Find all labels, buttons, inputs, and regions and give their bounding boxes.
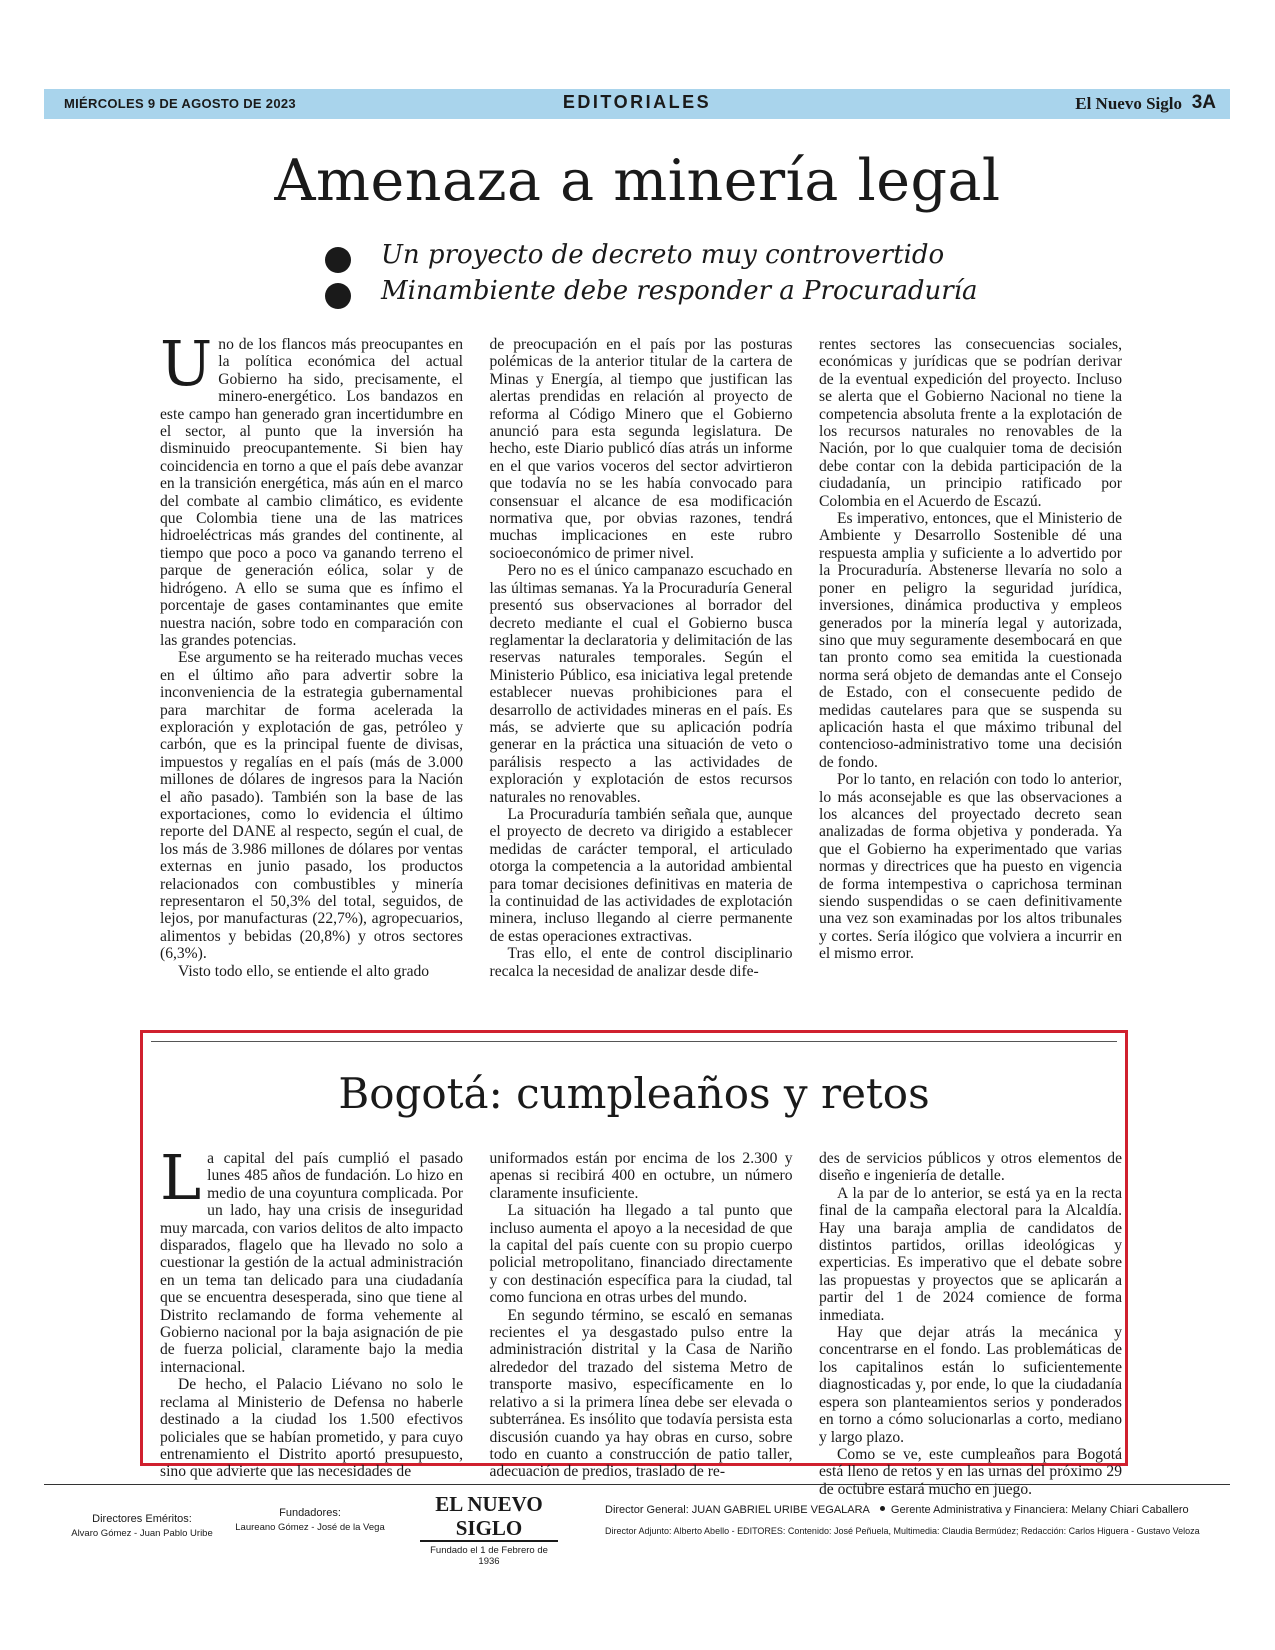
page-number: 3A bbox=[1191, 92, 1216, 113]
text-column bbox=[819, 1150, 1122, 1498]
paragraph: Pero no es el único campanazo escuchado en las últimas semanas. Ya la Procuraduría General presentó sus observaciones al borrador del decreto mediante el cual el Gobierno busca reglamentar la declaratoria y delimitación de las reservas naturales temporales. Según el Ministerio Público, esa iniciativa legal pretende establecer nuevas prohibiciones para el desarrollo de actividades mineras en el país. Es más, se advierte que su aplicación podría generar en la práctica una situación de veto o parálisis respecto a las actividades de exploración y explotación de estos recursos naturales no renovables. bbox=[489, 562, 793, 806]
paragraph: A la par de lo anterior, se está ya en la recta final de la campaña electoral para la Alcaldía. Hay una baraja amplia de candidatos de distintos partidos, orillas ideológicas y experticias. Es imperativo que el debate sobre las propuestas y proyectos que se aplicarán a partir del 1 de 2024 comience de forma inmediata. bbox=[819, 1184, 1122, 1324]
section-name: EDITORIALES bbox=[562, 92, 712, 112]
founders-label: Fundadores: bbox=[279, 1507, 341, 1519]
footer-logo bbox=[420, 1492, 558, 1567]
footer-staff-line: Director Adjunto: Alberto Abello - EDITORES: Contenido: José Peñuela, Multimedia: Claudia Bermúdez; Redacción: Carlos Higuera - Gustavo Veloza bbox=[605, 1526, 1200, 1536]
footer-emeritus bbox=[62, 1512, 222, 1541]
footer-directors-line bbox=[605, 1504, 1189, 1516]
newspaper-logo: EL NUEVO SIGLO bbox=[420, 1492, 558, 1542]
paragraph-text: no de los flancos más preocupantes en la política económica del actual Gobierno ha sido, precisamente, el minero-energético. Los bandazos en este campo han generado gran incertidumbre en el sector, al punto que la inversión ha disminuido preocupantemente. Si bien hay coincidencia en torno a que el país debe avanzar en la transición energética, más aún en el marco del combate al cambio climático, es evidente que Colombia tiene una de las matrices hidroeléctricas más grandes del continente, al tiempo que poco a poco va ganando terreno el parque de generación eólica, solar y de hidrógeno. A ello se suma que es ínfimo el porcentaje de gases contaminantes que emite nuestra nación, sobre todo en comparación con las grandes potencias. bbox=[160, 336, 463, 649]
masthead-small: El Nuevo Siglo bbox=[1075, 94, 1182, 113]
section-header-bar bbox=[44, 89, 1230, 119]
director-general: Director General: JUAN GABRIEL URIBE VEGALARA bbox=[605, 1504, 870, 1516]
paragraph: Hay que dejar atrás la mecánica y concentrarse en el fondo. Las problemáticas de los capitalinos están lo suficientemente diagnosticadas y, por ende, lo que la ciudadanía espera son planteamientos serios y ponderados en torno a cómo solucionarlas a corto, mediano y largo plazo. bbox=[819, 1324, 1122, 1446]
editorial-2-headline: Bogotá: cumpleaños y retos bbox=[338, 1069, 930, 1118]
bullet-icon bbox=[325, 283, 351, 309]
paragraph: Tras ello, el ente de control disciplinario recalca la necesidad de analizar desde dife- bbox=[489, 945, 793, 980]
emeritus-label: Directores Eméritos: bbox=[92, 1513, 192, 1525]
paragraph: de preocupación en el país por las posturas polémicas de la anterior titular de la cartera de Minas y Energía, al tiempo que justifican las alertas prendidas en relación al proyecto de reforma al Código Minero que el Gobierno anunció para esta segunda legislatura. De hecho, este Diario publicó días atrás un informe en el que varios voceros del sector advirtieron que todavía no se les había convocado para consensuar el alcance de esa modificación normativa que, por obvias razones, tendrá muchas implicaciones en este rubro socioeconómico de primer nivel. bbox=[489, 336, 793, 562]
issue-date: MIÉRCOLES 9 DE AGOSTO DE 2023 bbox=[64, 96, 296, 111]
drop-cap: U bbox=[160, 327, 213, 400]
text-column bbox=[160, 327, 463, 980]
founded-date: Fundado el 1 de Febrero de 1936 bbox=[430, 1545, 548, 1567]
bullet-icon bbox=[880, 1506, 885, 1511]
paragraph: En segundo término, se escaló en semanas recientes el ya desgastado pulso entre la administración distrital y la Casa de Nariño alrededor del trazado del sistema Metro de transporte masivo, específicamente en lo relativo a si la primera línea debe ser elevada o subterránea. Es insólito que todavía persista esta discusión cuando ya hay obras en curso, sobre todo en cuanto a construcción de patio taller, adecuación de predios, traslado de re- bbox=[489, 1306, 793, 1481]
text-column bbox=[819, 336, 1122, 980]
deck-text: Minambiente debe responder a Procuraduría bbox=[381, 276, 978, 306]
paragraph: Visto todo ello, se entiende el alto grado bbox=[178, 962, 430, 980]
paragraph: Por lo tanto, en relación con todo lo anterior, lo más aconsejable es que las observaciones a los alcances del proyectado decreto sean analizadas de forma objetiva y ponderada. Ya que el Gobierno ha experimentado que varias normas y directrices que ha puesto en vigencia de forma intempestiva o caprichosa terminan siendo suspendidas o se caen definitivamente una vez son examinadas por los altos tribunales y cortes. Sería ilógico que volviera a incurrir en el mismo error. bbox=[819, 771, 1122, 963]
paragraph: uniformados están por encima de los 2.300 y apenas si recibirá 400 en octubre, un número claramente insuficiente. bbox=[489, 1150, 793, 1202]
paragraph: Ese argumento se ha reiterado muchas veces en el último año para advertir sobre la inconveniencia de la estrategia gubernamental para marchitar de forma acelerada la exploración y explotación de gas, petróleo y carbón, que es la principal fuente de divisas, impuestos y regalías en el país (más de 3.000 millones de dólares de ingresos para la Nación el año pasado). También son la base de las exportaciones, como lo evidencia el último reporte del DANE al respecto, según el cual, de los más de 3.986 millones de dólares por ventas externas en junio pasado, los productos relacionados con combustibles y minería representaron el 50,3% del total, seguidos, de lejos, por manufacturas (22,7%), agropecuarios, alimentos y bebidas (20,8%) y otros sectores (6,3%). bbox=[160, 649, 463, 963]
founders-names: Laureano Gómez - José de la Vega bbox=[235, 1522, 385, 1533]
text-column bbox=[490, 1150, 793, 1498]
editorial-1-body bbox=[160, 327, 1122, 980]
paragraph: Es imperativo, entonces, que el Ministerio de Ambiente y Desarrollo Sostenible dé una respuesta amplia y suficiente a lo advertido por la Procuraduría. Abstenerse llevaría no solo a poner en peligro la seguridad jurídica, inversiones, dinámica productiva y empleos generados por la minería legal y autorizada, sino que muy seguramente desembocará en que tan pronto como sea emitida la cuestionada norma será objeto de demandas ante el Consejo de Estado, con el consecuente pedido de medidas cautelares para que se suspenda su aplicación hasta el que máximo tribunal del contencioso-administrativo tome una decisión de fondo. bbox=[819, 510, 1122, 771]
text-column bbox=[160, 1141, 463, 1498]
paragraph bbox=[160, 1141, 463, 1376]
text-column bbox=[490, 336, 793, 980]
paragraph: La Procuraduría también señala que, aunque el proyecto de decreto va dirigido a establecer medidas de carácter temporal, el articulado otorga la competencia a la autoridad ambiental para tomar decisiones definitivas en materia de la continuidad de las actividades de explotación minera, incluso llegando al cierre permanente de estas operaciones extractivas. bbox=[489, 805, 793, 945]
paragraph bbox=[160, 327, 463, 649]
paragraph-text: a capital del país cumplió el pasado lunes 485 años de fundación. Lo hizo en medio de una coyuntura complicada. Por un lado, hay una crisis de inseguridad muy marcada, con varios delitos de alto impacto disparados, flagelo que ha llevado no solo a cuestionar la gestión de la actual administración en un tema tan delicado para una ciudadanía que se encuentra desesperada, sino que tiene al Distrito reclamando de forma vehemente al Gobierno nacional por la baja asignación de pie de fuerza policial, claramente bajo la media internacional. bbox=[160, 1150, 463, 1376]
divider bbox=[151, 1041, 1117, 1042]
paragraph: Como se ve, este cumpleaños para Bogotá está lleno de retos y en las urnas del próximo 29 de octubre estará mucho en juego. bbox=[819, 1445, 1122, 1498]
editorial-2-body bbox=[160, 1141, 1122, 1498]
editorial-1-headline: Amenaza a minería legal bbox=[274, 148, 1001, 214]
paragraph: De hecho, el Palacio Liévano no solo le reclama al Ministerio de Defensa no haberle destinado a la ciudad los 1.500 efectivos policiales que se habían prometido, y para cuyo entrenamiento el Distrito aportó presupuesto, sino que advierte que las necesidades de bbox=[160, 1376, 463, 1481]
paragraph: La situación ha llegado a tal punto que incluso aumenta el apoyo a la necesidad de que la capital del país cuente con su propio cuerpo policial metropolitano, financiado directamente y con destinación específica para la ciudad, tal como funciona en otras urbes del mundo. bbox=[489, 1202, 793, 1307]
gerente: Gerente Administrativa y Financiera: Melany Chiari Caballero bbox=[890, 1504, 1189, 1516]
deck-text: Un proyecto de decreto muy controvertido bbox=[381, 240, 945, 270]
emeritus-names: Alvaro Gómez - Juan Pablo Uribe bbox=[71, 1528, 213, 1539]
paragraph: des de servicios públicos y otros elementos de diseño e ingeniería de detalle. bbox=[819, 1150, 1122, 1185]
drop-cap: L bbox=[160, 1141, 202, 1214]
paragraph: rentes sectores las consecuencias sociales, económicas y jurídicas que se podrían derivar de la eventual expedición del proyecto. Incluso se alerta que el Gobierno Nacional no tiene la competencia absoluta frente a la explotación de los recursos naturales no renovables de la Nación, por lo que cualquier toma de decisión debe contar con la debida participación de la ciudadanía, un principio ratificado por Colombia en el Acuerdo de Escazú. bbox=[819, 336, 1122, 510]
footer-founders bbox=[230, 1506, 390, 1535]
footer-divider bbox=[44, 1484, 1230, 1485]
bullet-icon bbox=[325, 247, 351, 273]
